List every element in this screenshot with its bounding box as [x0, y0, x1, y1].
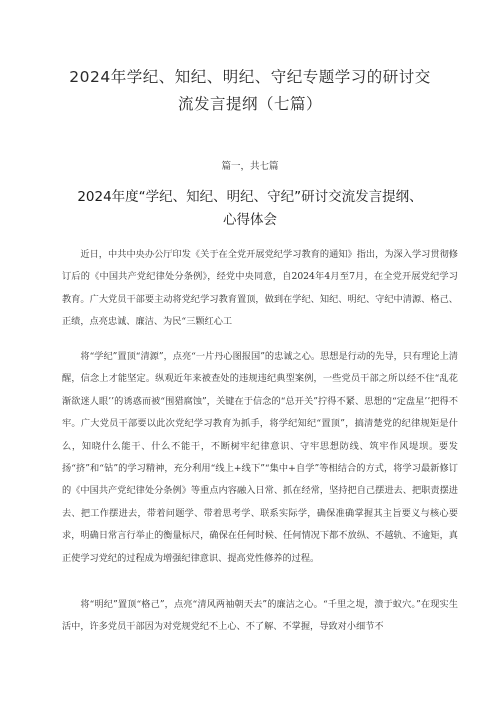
section-title [40, 186, 460, 232]
section-title-line-1: 2024年度“学纪、知纪、明纪、守纪”研讨交流发言提纲、 [77, 189, 423, 205]
document-title-line-1: 2024年学纪、知纪、明纪、守纪专题学习的研讨交 [69, 68, 431, 86]
paragraph-mingji: 将“明纪”置顶“格己”，点亮“清风两袖朝天去”的廉洁之心。“千里之堤，溃于蚁穴。”在现实生活中，许多党员干部因为对党规党纪不上心、不了解、不掌握，导致对小细节不 [62, 599, 458, 633]
document-title [40, 64, 460, 118]
paragraph-xueji: 将“学纪”置顶“清源”，点亮“一片丹心图报国”的忠诚之心。思想是行动的先导，只有理论上清醒，信念上才能坚定。纵观近年来被查处的违规违纪典型案例，一些党员干部之所以经不住“乱花渐欲迷人眼’’的诱惑而被“围猎腐蚀”，关键在于信念的“总开关”拧得不紧、思想的“定盘星’’把得不牢。广大党员干部要以此次党纪学习教育为抓手，将学纪知纪“置顶”，搞清楚党的纪律规矩是什么，知晓什么能干、什么不能干，不断树牢纪律意识、守牢思想防线、筑牢作风堤坝。要发扬“挤”和“钻”的学习精神，充分利用“线上+线下”“集中+自学”等相结合的方式，将学习最新修订的《中国共产党纪律处分条例》等重点内容融入日常、抓在经常，坚持把自己摆进去、把职责摆进去、把工作摆进去，带着问题学、带着思考学、联系实际学，确保准确掌握其主旨要义与核心要求，明确日常言行举止的衡量标尺，确保在任何时候、任何情况下都不放纵、不越轨、不逾矩，真正使学习党纪的过程成为增强纪律意识、提高党性修养的过程。 [62, 351, 458, 564]
part-label: 篇一，共七篇 [221, 161, 279, 172]
section-title-line-2: 心得体会 [223, 212, 277, 228]
paragraph-intro: 近日，中共中央办公厅印发《关于在全党开展党纪学习教育的通知》指出，为深入学习贯彻修订后的《中国共产党纪律处分条例》，经党中央同意，自2024年4月至7月，在全党开展党纪学习教育。广大党员干部要主动将党纪学习教育置顶，做到在学纪、知纪、明纪、守纪中清源、格己、正绩，点亮忠诚、廉洁、为民“三颗红心工 [62, 249, 458, 328]
document-title-line-2: 流发言提纲（七篇） [177, 95, 322, 113]
